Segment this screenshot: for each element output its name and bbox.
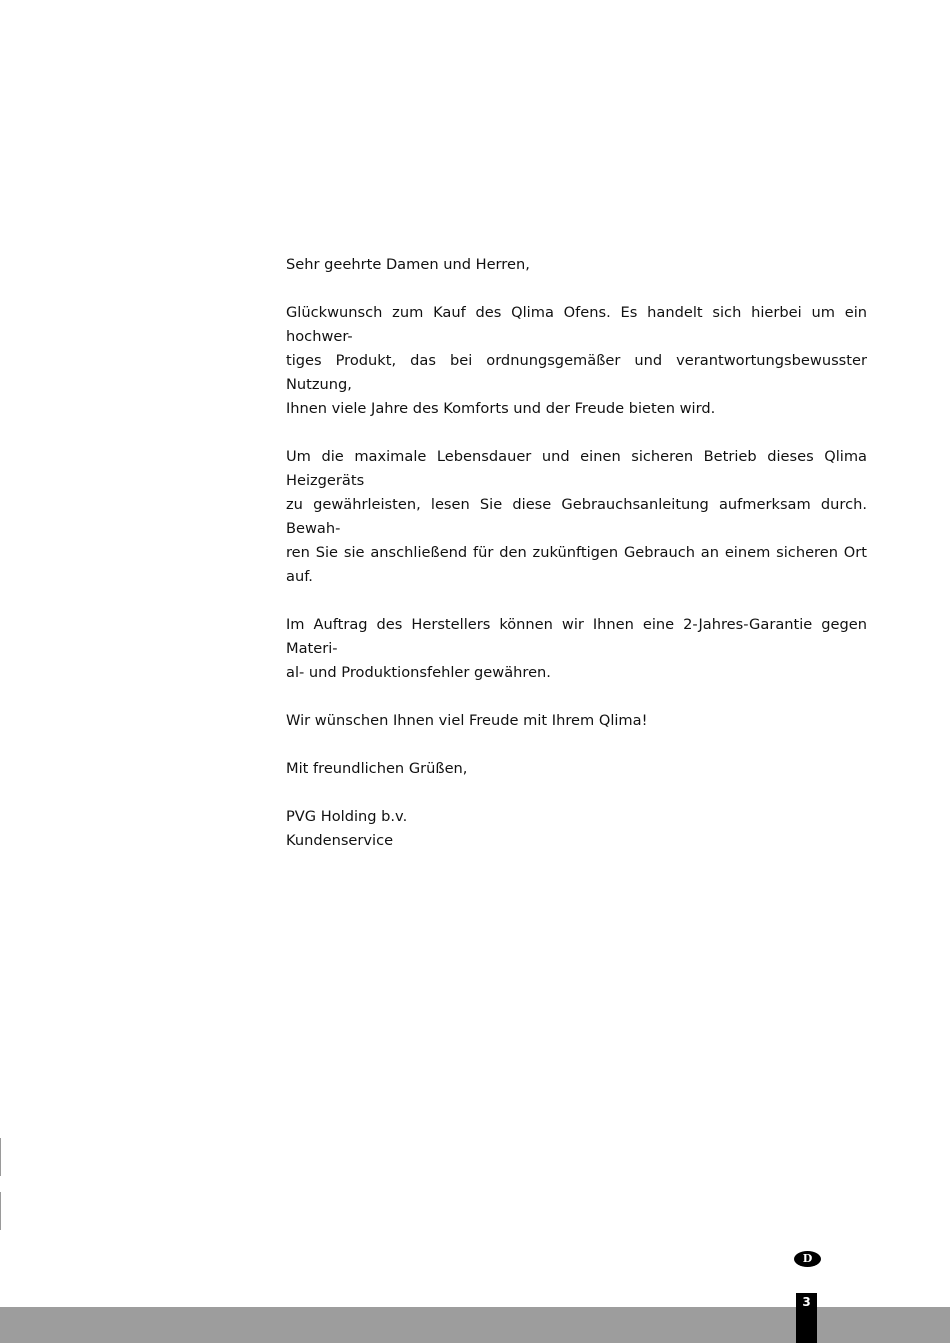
paragraph-line: ren Sie sie anschließend für den zukünftigen Gebrauch an einem sicheren Ort auf. <box>286 544 867 585</box>
paragraph-line: Glückwunsch zum Kauf des Qlima Ofens. Es handelt sich hierbei um ein hochwer- <box>286 304 867 345</box>
paragraph-line: Ihnen viele Jahre des Komforts und der Freude bieten wird. <box>286 400 716 417</box>
paragraph-line: Im Auftrag des Herstellers können wir Ihnen eine 2-Jahres-Garantie gegen Materi- <box>286 616 867 657</box>
paragraph-safety <box>286 445 867 589</box>
language-badge: D <box>794 1251 821 1267</box>
salutation: Sehr geehrte Damen und Herren, <box>286 256 530 273</box>
binder-mark-top <box>0 1138 1 1176</box>
binder-mark-bottom <box>0 1192 1 1230</box>
paragraph-line: tiges Produkt, das bei ordnungsgemäßer und verantwortungsbewusster Nutzung, <box>286 352 867 393</box>
signature-company: PVG Holding b.v. <box>286 808 408 825</box>
closing-line: Mit freundlichen Grüßen, <box>286 760 468 777</box>
letter-body <box>286 253 867 853</box>
paragraph-line: al- und Produktionsfehler gewähren. <box>286 664 551 681</box>
paragraph-warranty <box>286 613 867 685</box>
wish-line: Wir wünschen Ihnen viel Freude mit Ihrem Qlima! <box>286 712 648 729</box>
paragraph-line: Um die maximale Lebensdauer und einen sicheren Betrieb dieses Qlima Heizgeräts <box>286 448 867 489</box>
paragraph-congratulations <box>286 301 867 421</box>
signature-department: Kundenservice <box>286 832 394 849</box>
signature-block <box>286 805 867 853</box>
page-number: 3 <box>796 1293 817 1343</box>
paragraph-line: zu gewährleisten, lesen Sie diese Gebrauchsanleitung aufmerksam durch. Bewah- <box>286 496 867 537</box>
